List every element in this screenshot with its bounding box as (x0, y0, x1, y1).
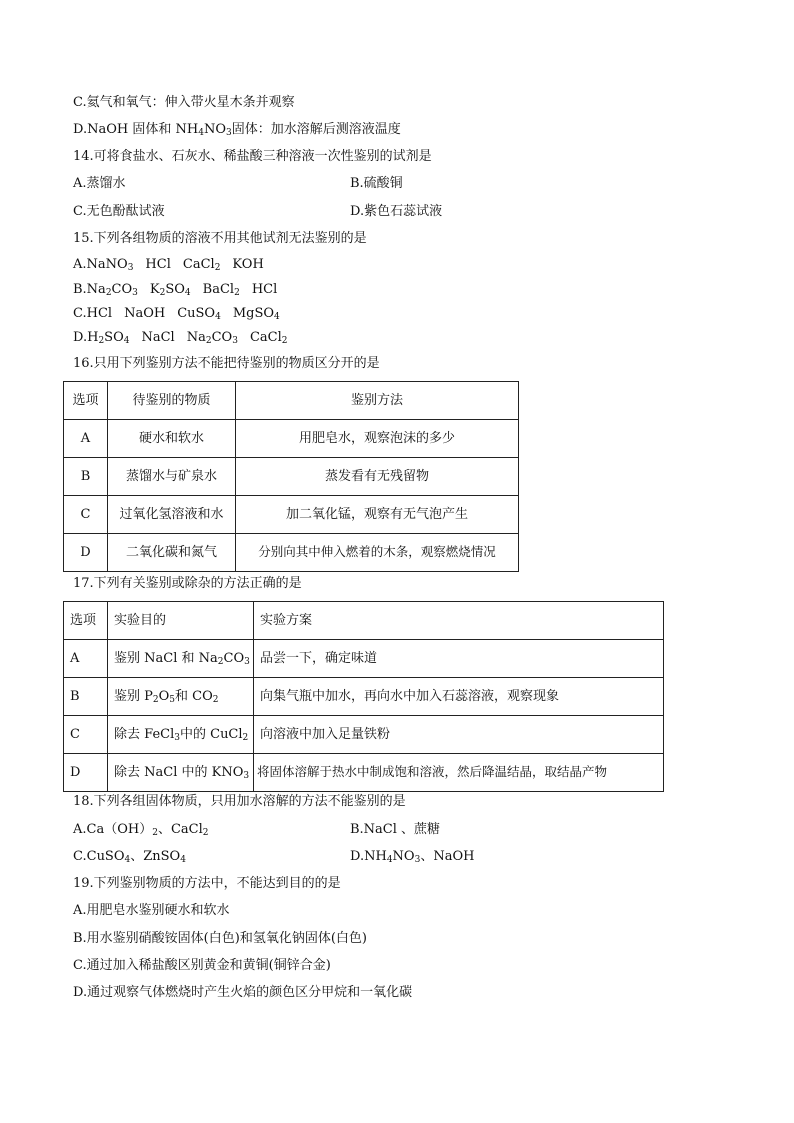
cell-option: B (64, 678, 108, 716)
option-18d: $D.NH_4NO_3$、NaOH (350, 849, 475, 865)
cell-method: 加二氧化锰，观察有无气泡产生 (236, 496, 519, 534)
cell-goal: 除去 NaCl 中的 $KNO_3$ (108, 754, 254, 792)
header-option: 选项 (64, 382, 108, 420)
cell-option: D (64, 754, 108, 792)
cell-option: C (64, 716, 108, 754)
cell-substances: 蒸馏水与矿泉水 (108, 458, 236, 496)
question-19: 19.下列鉴别物质的方法中，不能达到目的的是 (73, 876, 341, 891)
option-15b: $B.Na_2CO_3$ $K_2SO_4$ BaCl$_2$ HCl (73, 282, 278, 298)
table-row (64, 716, 664, 754)
cell-option: D (64, 534, 108, 572)
cell-plan: 向溶液中加入足量铁粉 (254, 716, 664, 754)
cell-goal: 除去 FeCl$_3$中的 CuCl$_2$ (108, 716, 254, 754)
table-row (64, 420, 519, 458)
question-14: 14.可将食盐水、石灰水、稀盐酸三种溶液一次性鉴别的试剂是 (73, 149, 432, 164)
header-option: 选项 (64, 602, 108, 640)
option-14c: C.无色酚酞试液 (73, 204, 165, 219)
option-18a: $A.Ca(OH)_2$、CaCl$_2$ (73, 822, 209, 838)
cell-option: B (64, 458, 108, 496)
header-substances: 待鉴别的物质 (108, 382, 236, 420)
cell-goal: 鉴别 $P_2O_5$和 $CO_2$ (108, 678, 254, 716)
cell-option: C (64, 496, 108, 534)
option-19b: B.用水鉴别硝酸铵固体(白色)和氢氧化钠固体(白色) (73, 931, 367, 946)
cell-goal: 鉴别 NaCl 和 $Na_2CO_3$ (108, 640, 254, 678)
table-header-row (64, 382, 519, 420)
cell-plan: 向集气瓶中加水，再向水中加入石蕊溶液，观察现象 (254, 678, 664, 716)
header-goal: 实验目的 (108, 602, 254, 640)
cell-plan: 将固体溶解于热水中制成饱和溶液，然后降温结晶，取结晶产物 (254, 754, 664, 792)
option-15c: C.HCl NaOH CuSO$_4$ MgSO$_4$ (73, 306, 280, 322)
cell-method: 蒸发看有无残留物 (236, 458, 519, 496)
option-19a: A.用肥皂水鉴别硬水和软水 (73, 903, 230, 918)
table-row (64, 458, 519, 496)
cell-option: A (64, 640, 108, 678)
cell-method: 分别向其中伸入燃着的木条，观察燃烧情况 (236, 534, 519, 572)
option-18c: C.CuSO$_4$、ZnSO$_4$ (73, 849, 186, 865)
option-13d: D.NaOH 固体和 $NH_4NO_3$固体：加水溶解后测溶液温度 (73, 122, 401, 138)
table-row (64, 754, 664, 792)
table-row (64, 640, 664, 678)
cell-substances: 过氧化氢溶液和水 (108, 496, 236, 534)
question-16: 16.只用下列鉴别方法不能把待鉴别的物质区分开的是 (73, 356, 380, 371)
option-14b: B.硫酸铜 (350, 176, 403, 191)
option-15d: $D.H_2SO_4$ NaCl $Na_2CO_3$ CaCl$_2$ (73, 330, 288, 346)
cell-substances: 硬水和软水 (108, 420, 236, 458)
option-19d: D.通过观察气体燃烧时产生火焰的颜色区分甲烷和一氧化碳 (73, 985, 413, 1000)
cell-option: A (64, 420, 108, 458)
cell-substances: 二氧化碳和氮气 (108, 534, 236, 572)
question-17: 17.下列有关鉴别或除杂的方法正确的是 (73, 576, 302, 591)
cell-plan: 品尝一下，确定味道 (254, 640, 664, 678)
table-16 (63, 381, 519, 572)
option-18b: B.NaCl 、蔗糖 (350, 822, 441, 837)
option-14d: D.紫色石蕊试液 (350, 204, 443, 219)
option-13c: C.氦气和氧气：伸入带火星木条并观察 (73, 95, 295, 110)
option-19c: C.通过加入稀盐酸区别黄金和黄铜(铜锌合金) (73, 958, 331, 973)
header-plan: 实验方案 (254, 602, 664, 640)
table-row (64, 678, 664, 716)
table-row (64, 534, 519, 572)
cell-method: 用肥皂水，观察泡沫的多少 (236, 420, 519, 458)
table-row (64, 496, 519, 534)
header-method: 鉴别方法 (236, 382, 519, 420)
option-15a: A.NaNO$_3$ HCl CaCl$_2$ KOH (73, 257, 264, 273)
question-15: 15.下列各组物质的溶液不用其他试剂无法鉴别的是 (73, 231, 367, 246)
option-14a: A.蒸馏水 (73, 176, 126, 191)
table-header-row (64, 602, 664, 640)
table-17 (63, 601, 664, 792)
question-18: 18.下列各组固体物质，只用加水溶解的方法不能鉴别的是 (73, 794, 406, 809)
